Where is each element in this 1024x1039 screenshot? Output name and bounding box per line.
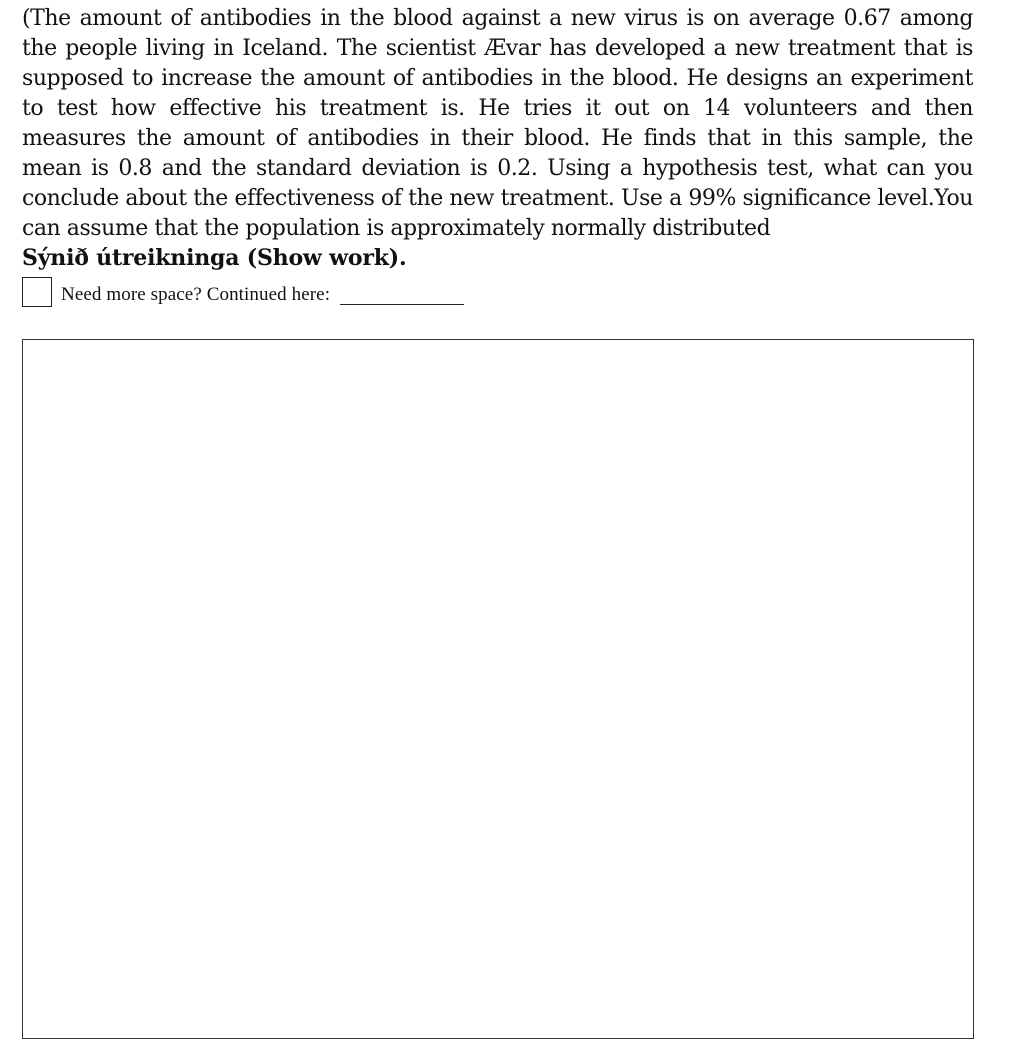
- question-text: (The amount of antibodies in the blood against a new virus is on average 0.67 among the people living in Iceland. The scientist Ævar has developed a new treatment that is supposed to increase the amount of antibodies in the blood. He designs an experiment to test how effective his treatment is. He tries it out on 14 volunteers and then measures the amount of antibodies in their blood. He finds that in this sample, the mean is 0.8 and the standard deviation is 0.2. Using a hypothesis test, what can you conclude about the effectiveness of the new treatment. Use a 99% significance level.You can assume that the population is approximately normally distributed: [22, 6, 973, 241]
- continued-page-blank[interactable]: [340, 304, 464, 305]
- more-space-label: Need more space? Continued here:: [61, 284, 331, 305]
- more-space-checkbox[interactable]: [22, 277, 52, 307]
- answer-box[interactable]: [22, 339, 974, 1039]
- more-space-row: [22, 275, 464, 309]
- show-work-heading: Sýnið útreikninga (Show work).: [22, 245, 407, 271]
